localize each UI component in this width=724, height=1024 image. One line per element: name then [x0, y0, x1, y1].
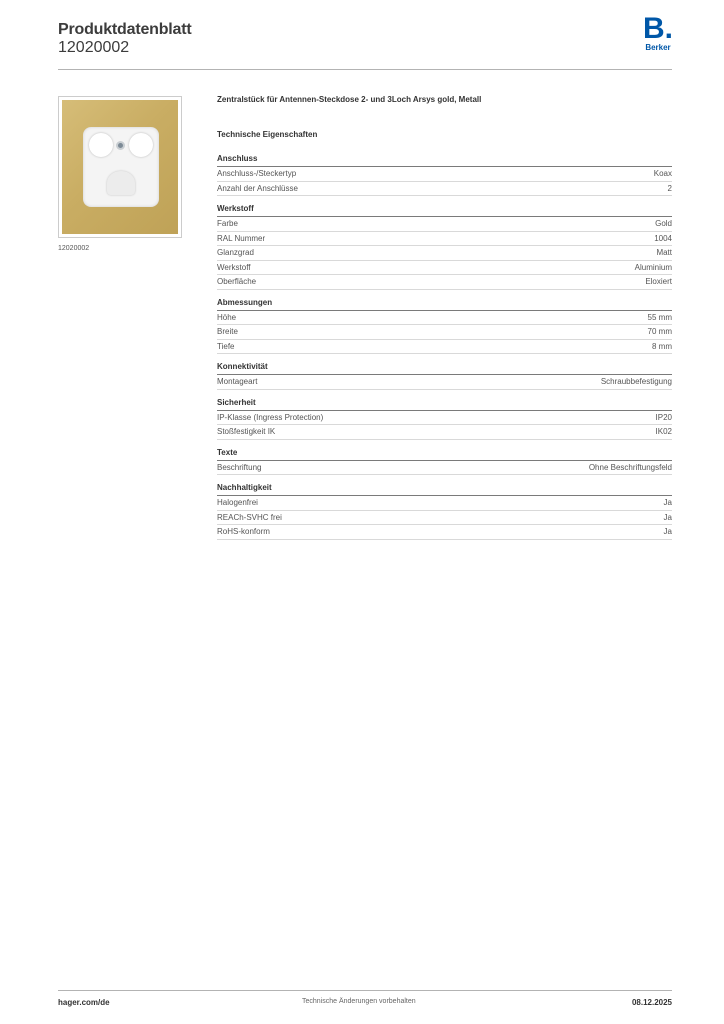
property-row	[217, 496, 672, 511]
property-label: Halogenfrei	[217, 498, 258, 507]
property-value: Ja	[663, 512, 672, 522]
logo-mark: B.	[643, 12, 673, 45]
property-label: Oberfläche	[217, 277, 257, 286]
property-value: 1004	[654, 233, 672, 243]
property-label: Anschluss-/Steckertyp	[217, 169, 297, 178]
property-value: IK02	[655, 427, 672, 436]
property-group	[217, 483, 672, 540]
socket-insert	[83, 127, 159, 207]
property-value: 55 mm	[647, 312, 672, 322]
property-label: Breite	[217, 327, 238, 336]
logo-text: Berker	[645, 43, 671, 52]
socket-left	[89, 133, 113, 157]
product-name: Zentralstück für Antennen-Steckdose 2- und 3Loch Arsys gold, Metall	[217, 95, 482, 104]
property-value: 2	[667, 183, 672, 193]
group-title: Texte	[217, 448, 672, 461]
property-label: REACh-SVHC frei	[217, 512, 282, 522]
property-value: IP20	[655, 412, 672, 422]
property-group	[217, 204, 672, 290]
property-row	[217, 167, 672, 182]
property-label: RoHS-konform	[217, 527, 270, 536]
property-row	[217, 182, 672, 197]
property-row	[217, 325, 672, 340]
property-groups	[217, 154, 672, 540]
property-label: Montageart	[217, 377, 258, 386]
header-divider	[58, 69, 672, 70]
property-group	[217, 298, 672, 355]
screw-cover	[107, 171, 135, 195]
property-value: Ja	[663, 527, 672, 536]
property-group	[217, 448, 672, 476]
footer-notice: Technische Änderungen vorbehalten	[302, 998, 416, 1005]
property-label: Höhe	[217, 312, 237, 322]
property-row	[217, 311, 672, 326]
property-row	[217, 340, 672, 355]
property-value: 8 mm	[652, 341, 672, 351]
doc-title: Produktdatenblatt	[58, 21, 192, 38]
property-value: 70 mm	[647, 327, 672, 336]
property-row	[217, 217, 672, 232]
footer-website: hager.com/de	[58, 998, 110, 1007]
property-group	[217, 362, 672, 390]
property-row	[217, 232, 672, 247]
property-label: Tiefe	[217, 341, 235, 351]
coax-connector	[116, 141, 125, 150]
group-title: Sicherheit	[217, 398, 672, 411]
property-label: Glanzgrad	[217, 248, 254, 257]
group-title: Anschluss	[217, 154, 672, 167]
property-label: Werkstoff	[217, 262, 251, 272]
product-image	[58, 96, 182, 238]
group-title: Werkstoff	[217, 204, 672, 217]
property-group	[217, 154, 672, 196]
property-row	[217, 375, 672, 390]
image-caption: 12020002	[58, 245, 90, 252]
property-label: Anzahl der Anschlüsse	[217, 183, 298, 193]
group-title: Nachhaltigkeit	[217, 483, 672, 496]
berker-logo	[638, 12, 678, 52]
property-value: Gold	[655, 219, 672, 228]
section-heading: Technische Eigenschaften	[217, 130, 318, 139]
footer-date: 08.12.2025	[631, 998, 672, 1007]
property-label: Farbe	[217, 219, 238, 228]
cover-plate	[62, 100, 178, 234]
footer-divider	[58, 990, 672, 991]
socket-right	[129, 133, 153, 157]
property-row	[217, 261, 672, 276]
property-label: Stoßfestigkeit IK	[217, 427, 276, 436]
property-row	[217, 246, 672, 261]
group-title: Konnektivität	[217, 362, 672, 375]
property-row	[217, 425, 672, 440]
property-row	[217, 511, 672, 526]
main-content	[217, 95, 672, 548]
property-value: Eloxiert	[645, 277, 672, 286]
property-value: Matt	[656, 248, 672, 257]
property-group	[217, 398, 672, 440]
property-label: IP-Klasse (Ingress Protection)	[217, 412, 324, 422]
group-title: Abmessungen	[217, 298, 672, 311]
property-row	[217, 275, 672, 290]
property-value: Schraubbefestigung	[600, 377, 672, 386]
property-row	[217, 411, 672, 426]
property-row	[217, 525, 672, 540]
property-value: Aluminium	[634, 262, 672, 272]
article-number: 12020002	[58, 39, 130, 56]
property-value: Koax	[653, 169, 672, 178]
property-label: Beschriftung	[217, 462, 262, 472]
property-value: Ja	[663, 498, 672, 507]
property-row	[217, 461, 672, 476]
property-value: Ohne Beschriftungsfeld	[588, 462, 672, 472]
property-label: RAL Nummer	[217, 233, 266, 243]
